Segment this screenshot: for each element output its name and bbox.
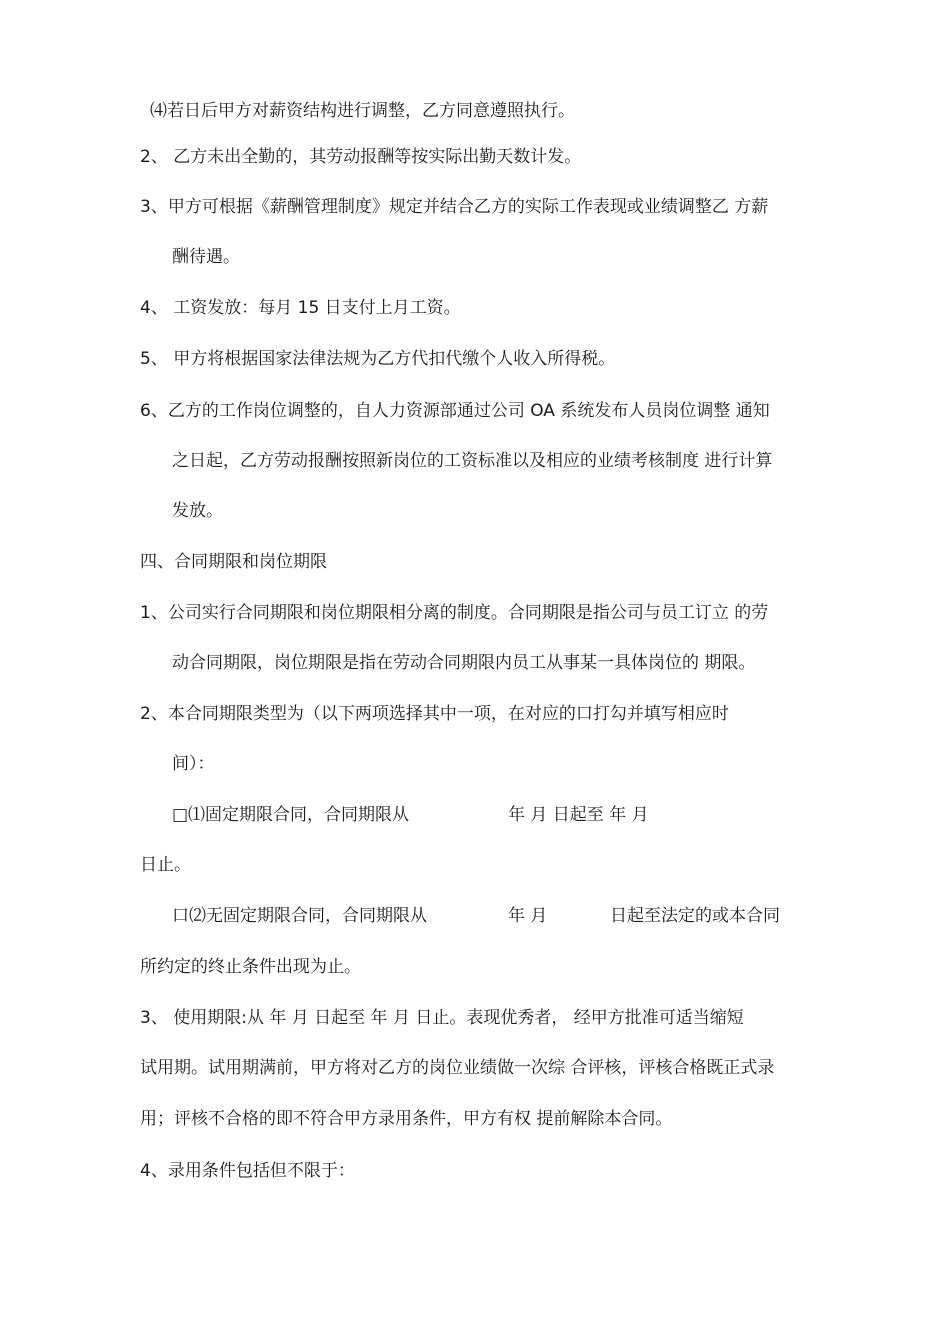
fixed-term-option: □⑴固定期限合同，合同期限从	[172, 805, 410, 825]
text-line: 日止。	[140, 855, 191, 875]
text-line: 4、 工资发放：每月 15 日支付上月工资。	[140, 298, 461, 318]
text-line: 间）：	[172, 754, 215, 774]
open-term-dates: 年 月	[508, 906, 548, 926]
open-term-option: 口⑵无固定期限合同，合同期限从	[172, 906, 427, 926]
text-line	[140, 196, 830, 218]
text-line: ⑷若日后甲方对薪资结构进行调整，乙方同意遵照执行。	[150, 101, 575, 121]
text-line: 试用期。试用期满前，甲方将对乙方的岗位业绩做一次综 合评核，评核合格既正式录	[140, 1058, 775, 1078]
text-line: 所约定的终止条件出现为止。	[140, 957, 361, 977]
text-line-content: 3、甲方可根据《薪酬管理制度》规定并结合乙方的实际工作表现或业绩调整乙 方薪	[140, 197, 769, 217]
text-line: 6、乙方的工作岗位调整的，自人力资源部通过公司 OA 系统发布人员岗位调整 通知	[140, 401, 770, 421]
text-line: 2、本合同期限类型为（以下两项选择其中一项，在对应的口打勾并填写相应时	[140, 704, 729, 724]
open-term-end: 日起至法定的或本合同	[610, 906, 780, 926]
text-line: 1、公司实行合同期限和岗位期限相分离的制度。合同期限是指公司与员工订立 的劳	[140, 603, 769, 623]
text-line: 用；评核不合格的即不符合甲方录用条件，甲方有权 提前解除本合同。	[140, 1109, 673, 1129]
text-line: 2、 乙方未出全勤的，其劳动报酬等按实际出勤天数计发。	[140, 147, 582, 167]
text-line: 动合同期限，岗位期限是指在劳动合同期限内员工从事某一具体岗位的 期限。	[172, 653, 756, 673]
text-line: 3、 使用期限:从 年 月 日起至 年 月 日止。表现优秀者， 经甲方批准可适当缩短	[140, 1008, 744, 1028]
text-line: 发放。	[172, 501, 223, 521]
text-line: 4、录用条件包括但不限于：	[140, 1161, 355, 1181]
fixed-term-dates: 年 月 日起至 年 月	[508, 805, 649, 825]
section-heading: 四、合同期限和岗位期限	[140, 552, 327, 572]
text-line: 5、 甲方将根据国家法律法规为乙方代扣代缴个人收入所得税。	[140, 349, 616, 369]
text-line: 酬待遇。	[172, 247, 240, 267]
text-line: 之日起，乙方劳动报酬按照新岗位的工资标准以及相应的业绩考核制度 进行计算	[172, 451, 773, 471]
